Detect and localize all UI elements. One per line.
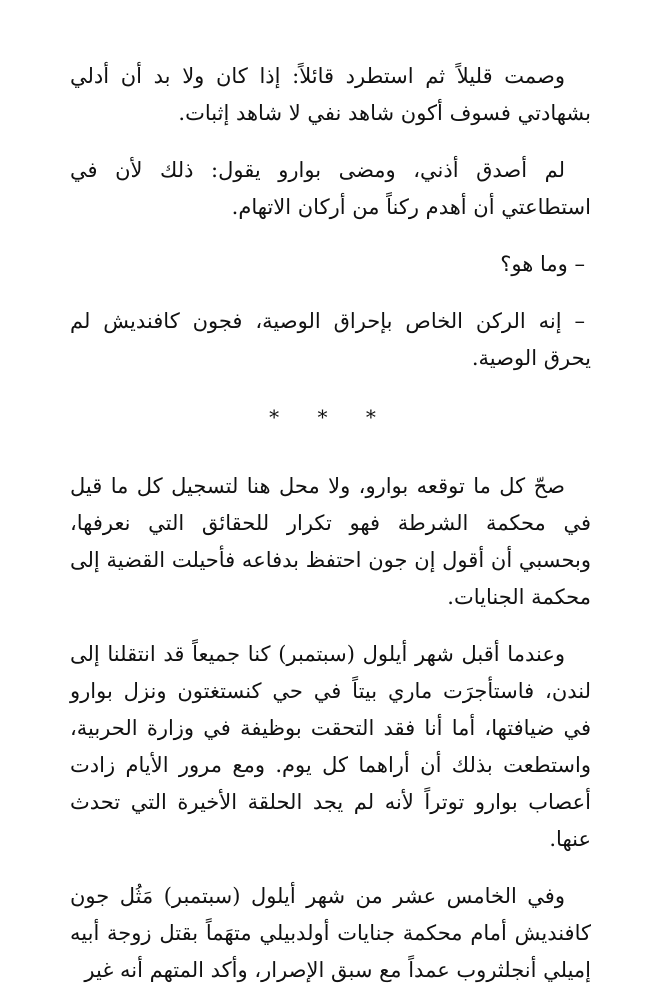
- dialog-line-1: – وما هو؟: [500, 252, 585, 276]
- paragraph-7: وفي الخامس عشر من شهر أيلول (سبتمبر) مَثُل جون كافنديش أمام محكمة جنايات أولدبيلي متهَماً بقتل زوجة أبيه إميلي أنجلثروب عمداً مع سبق الإصرار، وأكد المتهم أنه غير: [70, 884, 591, 982]
- dialog-line-2: – إنه الركن الخاص بإحراق الوصية، فجون كافنديش لم يحرق الوصية.: [70, 309, 591, 370]
- section-separator: * * *: [269, 405, 392, 429]
- paragraph-1: وصمت قليلاً ثم استطرد قائلاً: إذا كان ولا بد أن أدلي بشهادتي فسوف أكون شاهد نفي لا شاهد إثبات.: [70, 64, 591, 125]
- paragraph-2: لم أصدق أذني، ومضى بوارو يقول: ذلك لأن في استطاعتي أن أهدم ركناً من أركان الاتهام.: [70, 158, 591, 219]
- paragraph-5: صحّ كل ما توقعه بوارو، ولا محل هنا لتسجيل كل ما قيل في محكمة الشرطة فهو تكرار للحقائق التي نعرفها، وبحسبي أن أقول إن جون احتفظ بدفاعه فأحيلت القضية إلى محكمة الجنايات.: [70, 474, 591, 609]
- paragraph-6: وعندما أقبل شهر أيلول (سبتمبر) كنا جميعاً قد انتقلنا إلى لندن، فاستأجرَت ماري بيتاً في حي كنستغتون ونزل بوارو في ضيافتها، أما أنا فقد التحقت بوظيفة في وزارة الحربية، واستطعت بذلك أن أراهما كل يوم. ومع مرور الأيام زادت أعصاب بوارو توتراً لأنه لم يجد الحلقة الأخيرة التي تحدث عنها.: [70, 642, 591, 851]
